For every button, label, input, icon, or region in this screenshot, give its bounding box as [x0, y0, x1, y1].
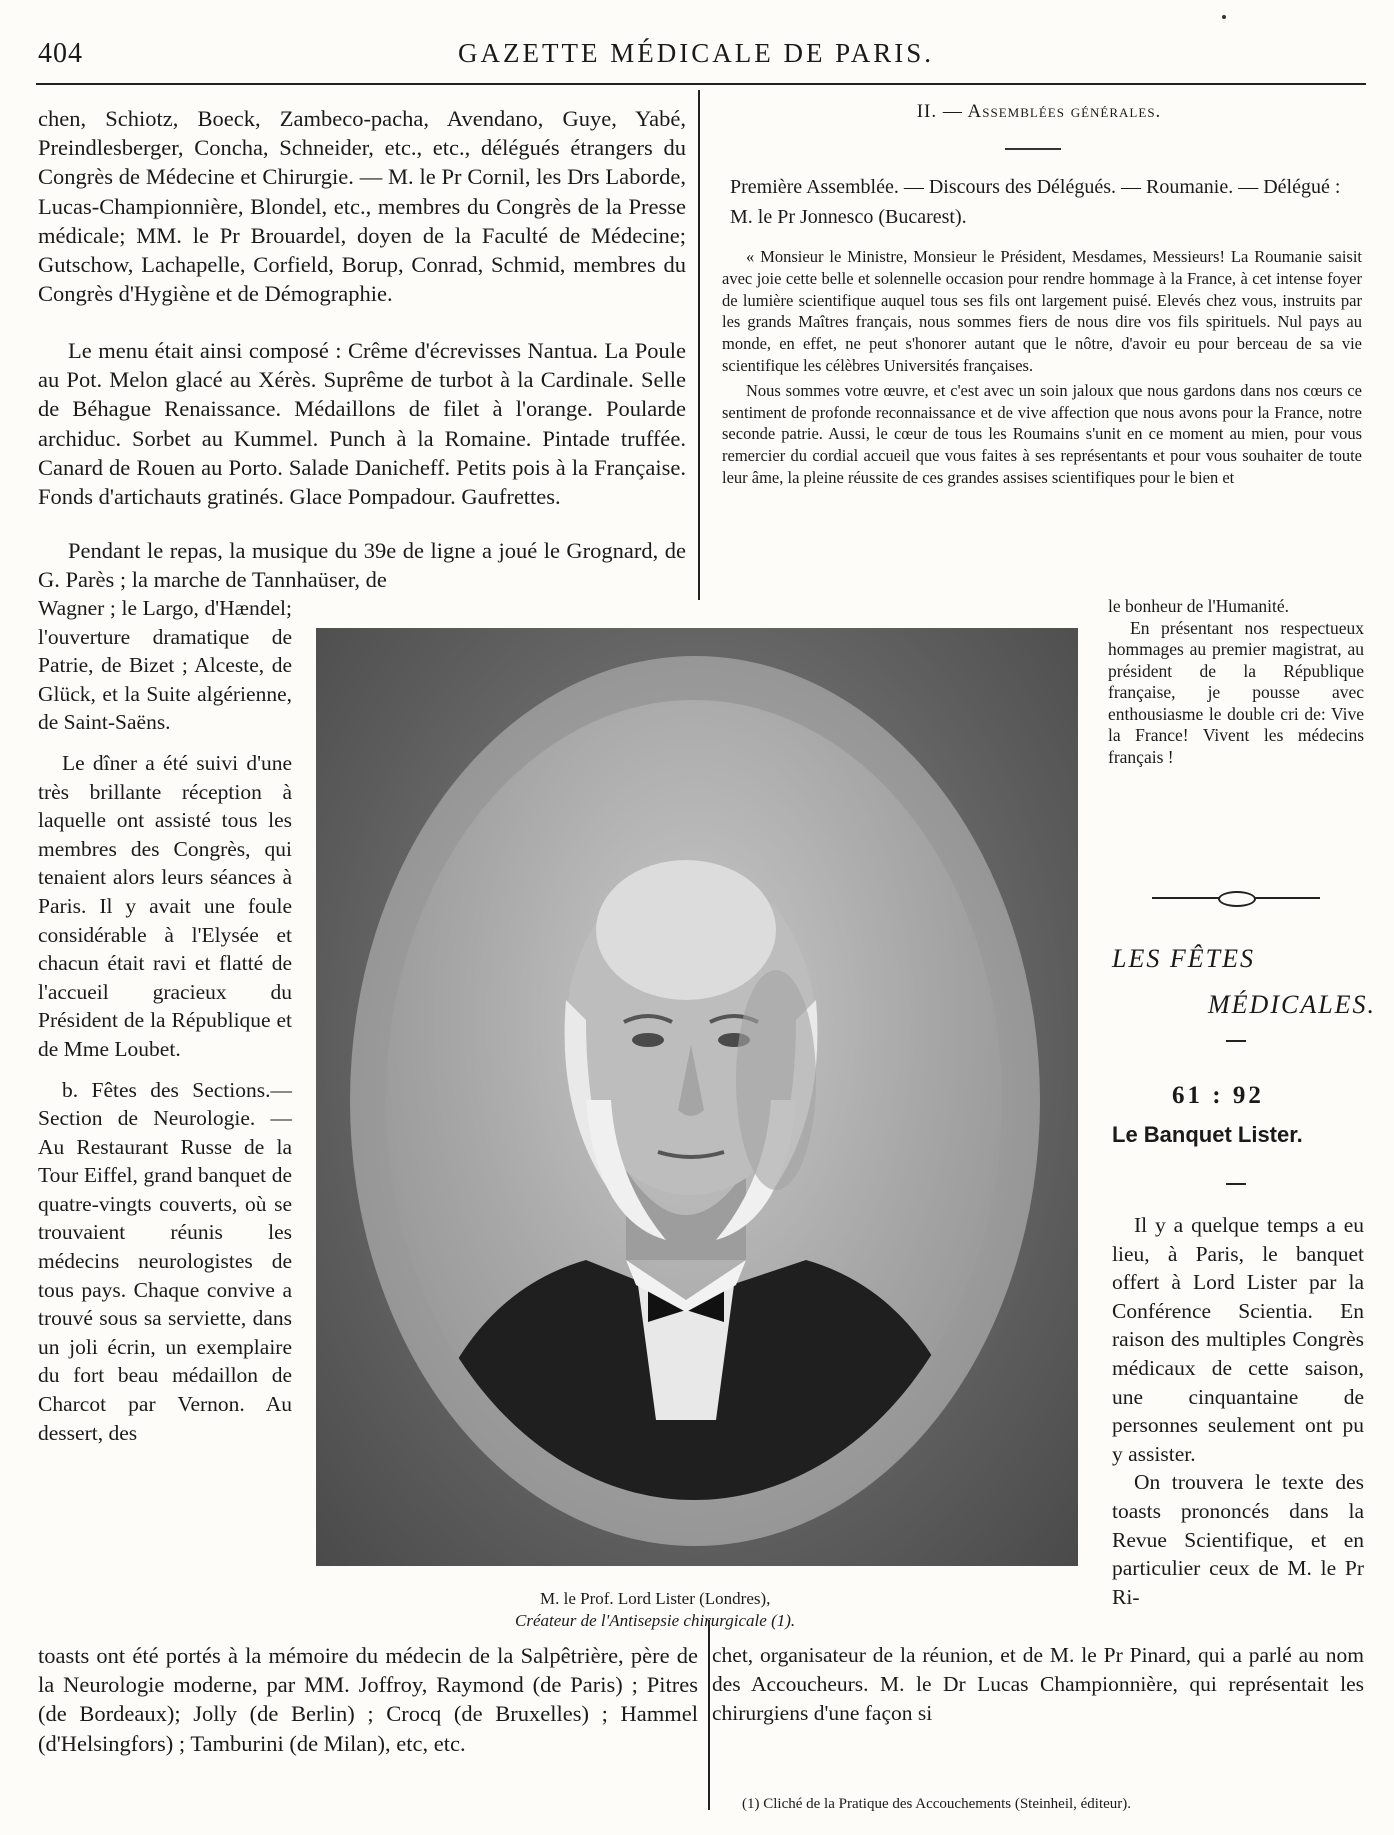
portrait-caption-line2: Créateur de l'Antisepsie chirurgicale (1). — [515, 1611, 796, 1630]
header-rule — [36, 83, 1366, 85]
menu-paragraph: Le menu était ainsi composé : Crême d'écrevisses Nantua. La Poule au Pot. Melon glacé au Xérès. Suprême de turbot à la Cardinale. Selle de Béhague Renaissance. Médaillons de filet à l'orange. Poularde archiduc. Sorbet au Kummel. Punch à la Romaine. Pintade truffée. Canard de Rouen au Porto. Salade Danicheff. Petits pois à la Française. Fonds d'artichauts gratinés. Glace Pompadour. Gaufrettes. — [38, 338, 686, 510]
banquet-paragraph-1: Il y a quelque temps a eu lieu, à Paris, le banquet offert à Lord Lister par la Conférence Scientia. En raison des multiples Congrès médicaux de cette saison, une cinquantaine de personnes seulement ont pu y assister. — [1112, 1213, 1364, 1466]
left-narrow-column — [38, 594, 292, 1459]
right-narrow-speech — [1108, 596, 1364, 768]
heading-ornament — [1005, 148, 1061, 150]
page-number: 404 — [38, 38, 83, 69]
column-rule-bottom — [708, 1620, 710, 1810]
banquet-dash — [1226, 1183, 1246, 1185]
speech-paragraph-1: « Monsieur le Ministre, Monsieur le Président, Mesdames, Messieurs! La Roumanie saisit avec joie cette belle et solennelle occasion pour rendre hommage à la France, à cet intense foyer de lumière scientifique auquel tous ses fils ont largement puisé. Elevés chez vous, instruits par les grands Maîtres français, nous sommes fiers de nous dire vos fils spirituels. Nul pays au monde, en effet, ne peut s'honorer autant que le nôtre, d'avoir eu pour berceau de sa vie scientifique les célèbres Universités françaises. — [722, 247, 1362, 375]
separator-ornament — [1218, 891, 1256, 907]
speech-continued: le bonheur de l'Humanité. — [1108, 596, 1290, 616]
classification-number: 61 : 92 — [1172, 1082, 1264, 1109]
portrait-image — [386, 700, 1002, 1500]
speech-paragraph-2: Nous sommes votre œuvre, et c'est avec un soin jaloux que nous gardons dans nos cœurs ce sentiment de profonde reconnaissance et de vive affection que nous avons pour la France, notre seconde patrie. Aussi, le cœur de tous les Roumains s'unit en ce moment au mien, pour vous remercier du cordial accueil que vous faites à ses représentants et pour vous souhaiter de toute leur âme, la pleine réussite de ces grandes assises scientifiques pour le bien et — [722, 380, 1362, 487]
ink-dot — [1222, 15, 1226, 19]
footnote: (1) Cliché de la Pratique des Accouchements (Steinheil, éditeur). — [742, 1796, 1132, 1812]
journal-title: GAZETTE MÉDICALE DE PARIS. — [458, 38, 934, 68]
portrait-engraving — [386, 700, 1002, 1500]
music-paragraph-continued: Wagner ; le Largo, d'Hændel; l'ouverture dramatique de Patrie, de Bizet ; Alceste, de Glück, et la Suite algérienne, de Saint-Saëns. — [38, 596, 292, 735]
speech-block — [722, 246, 1362, 492]
banquet-title: Le Banquet Lister. — [1112, 1122, 1303, 1147]
section-heading: II. — Assemblées générales. — [916, 101, 1162, 122]
column-rule-top — [698, 90, 700, 600]
neurology-section-paragraph: b. Fêtes des Sections.— Section de Neurologie. — Au Restaurant Russe de la Tour Eiffel, grand banquet de quatre-vingts couverts, où se trouvaient réunis les médecins neurologistes de tous pays. Chaque convive a trouvé sous sa serviette, dans un joli écrin, un exemplaire du fort beau médaillon de Charcot par Vernon. Au dessert, des — [38, 1077, 292, 1445]
portrait-caption-line1: M. le Prof. Lord Lister (Londres), — [540, 1589, 771, 1608]
banquet-paragraph-continued: chet, organisateur de la réunion, et de M. le Pr Pinard, qui a parlé au nom des Accoucheurs. M. le Dr Lucas Championnière, qui représentait les chirurgiens d'une façon si — [712, 1643, 1364, 1725]
banquet-paragraph-2: On trouvera le texte des toasts prononcés dans la Revue Scientifique, et en particulier ceux de M. le Pr Ri- — [1112, 1470, 1364, 1609]
title-dash — [1226, 1040, 1246, 1042]
speech-closing: En présentant nos respectueux hommages au premier magistrat, au président de la République française, je pousse avec enthousiasme le double cri de: Vive la France! Vivent les médecins français ! — [1108, 617, 1364, 767]
reception-paragraph: Le dîner a été suivi d'une très brillante réception à laquelle ont assisté tous les membres des Congrès, qui tenaient alors leurs séances à Paris. Il y avait une foule considérable à l'Elysée et chacun était ravi et flatté de l'accueil gracieux du Président de la République et de Mme Loubet. — [38, 750, 292, 1061]
feasts-title-line2: MÉDICALES. — [1208, 990, 1377, 1019]
assembly-heading: Première Assemblée. — Discours des Délégués. — Roumanie. — Délégué : M. le Pr Jonnesco (Bucarest). — [730, 176, 1341, 228]
delegates-paragraph: chen, Schiotz, Boeck, Zambeco-pacha, Avendano, Guye, Yabé, Preindlesberger, Concha, Schneider, etc., etc., délégués étrangers du Congrès de Médecine et Chirurgie. — M. le Pr Cornil, les Drs Laborde, Lucas-Championnière, Blondel, etc., membres du Congrès de la Presse médicale; MM. le Pr Brouardel, doyen de la Faculté de Médecine; Gutschow, Lachapelle, Corfield, Borup, Conrad, Schmid, membres du Congrès d'Hygiène et de Démographie. — [38, 106, 686, 307]
banquet-column — [1112, 1211, 1364, 1611]
feasts-title-line1: LES FÊTES — [1112, 944, 1255, 973]
toasts-paragraph: toasts ont été portés à la mémoire du médecin de la Salpêtrière, père de la Neurologie moderne, par MM. Joffroy, Raymond (de Paris) ; Pitres (de Bordeaux); Jolly (de Berlin) ; Crocq (de Bruxelles) ; Hammel (d'Helsingfors) ; Tamburini (de Milan), etc, etc. — [38, 1643, 698, 1756]
music-paragraph-start: Pendant le repas, la musique du 39e de ligne a joué le Grognard, de G. Parès ; la marche de Tannhaüser, de — [38, 538, 686, 593]
